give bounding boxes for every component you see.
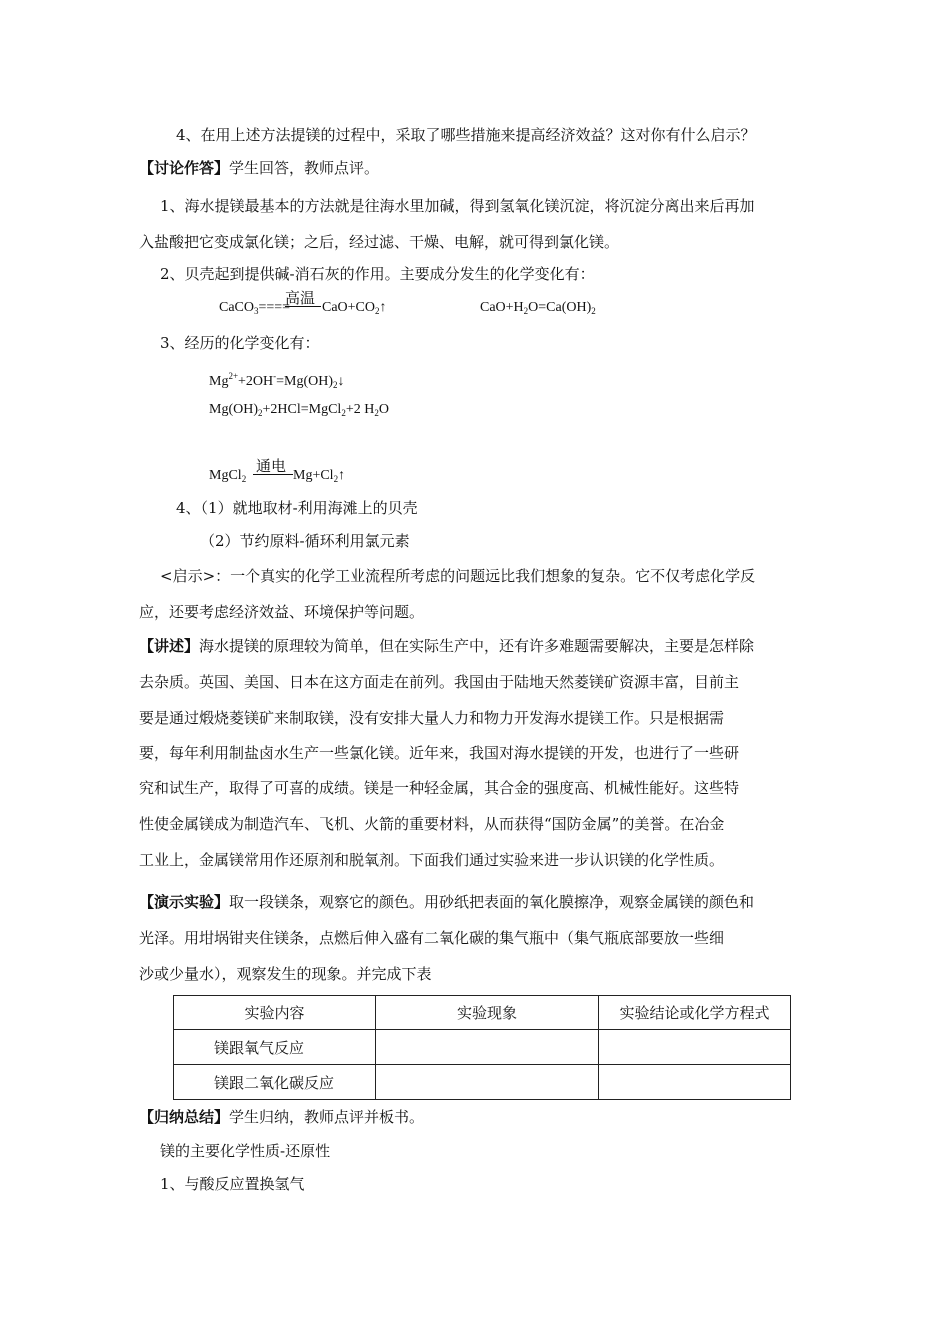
table-cell xyxy=(599,1065,791,1100)
up-arrow-icon: ↑ xyxy=(379,300,387,315)
lecture-line-3: 要是通过煅烧菱镁矿来制取镁，没有安排大量人力和物力开发海水提镁工作。只是根据需 xyxy=(139,709,725,727)
down-arrow-icon: ↓ xyxy=(337,374,345,389)
discussion-heading xyxy=(139,158,379,178)
table-header-row xyxy=(174,996,791,1030)
demo-line-2: 光泽。用坩埚钳夹住镁条，点燃后伸入盛有二氧化碳的集气瓶中（集气瓶底部要放一些细 xyxy=(139,929,725,947)
lecture-tag: 【讲述】 xyxy=(139,637,200,655)
up-arrow-icon: ↑ xyxy=(338,468,346,483)
table-cell: 镁跟氧气反应 xyxy=(174,1030,376,1065)
lecture-line-4: 要，每年利用制盐卤水生产一些氯化镁。近年来，我国对海水提镁的开发，也进行了一些研 xyxy=(139,744,740,762)
table-row xyxy=(174,1030,791,1065)
answer-2: 2、贝壳起到提供碱-消石灰的作用。主要成分发生的化学变化有： xyxy=(160,265,595,283)
equals-rule xyxy=(285,306,321,307)
summary-tag: 【归纳总结】 xyxy=(139,1108,230,1126)
question-4: 4、在用上述方法提镁的过程中，采取了哪些措施来提高经济效益？这对你有什么启示？ xyxy=(176,126,756,144)
insight-line-1: <启示>：一个真实的化学工业流程所考虑的问题远比我们想象的复杂。它不仅考虑化学反 xyxy=(160,567,756,585)
discussion-tag: 【讨论作答】 xyxy=(139,159,230,177)
lecture-line-7: 工业上，金属镁常用作还原剂和脱氧剂。下面我们通过实验来进一步认识镁的化学性质。 xyxy=(139,851,725,869)
lecture-line-1: 【讲述】海水提镁的原理较为简单，但在实际生产中，还有许多难题需要解决，主要是怎样除 xyxy=(139,637,755,655)
table-cell: 镁跟二氧化碳反应 xyxy=(174,1065,376,1100)
insight-line-2: 应，还要考虑经济效益、环境保护等问题。 xyxy=(139,603,425,621)
condition-high-temperature: 高温 xyxy=(285,289,316,307)
equals-rule xyxy=(253,474,293,475)
discussion-text: 学生回答，教师点评。 xyxy=(229,159,380,177)
equation-slaking: $CaO+H_2O=Ca(OH)_2$ xyxy=(480,300,596,316)
lecture-line-6: 性使金属镁成为制造汽车、飞机、火箭的重要材料，从而获得“国防金属”的美誉。在冶金 xyxy=(139,815,725,833)
table-cell xyxy=(599,1030,791,1065)
demo-line-1: 【演示实验】取一段镁条，观察它的颜色。用砂纸把表面的氧化膜擦净，观察金属镁的颜色和 xyxy=(139,893,755,911)
demo-line-3: 沙或少量水），观察发生的现象。并完成下表 xyxy=(139,965,432,983)
equation-acid: $Mg(OH)_2+2HCl=MgCl_2+2$ $H_2O$ xyxy=(209,402,389,418)
property-1: 1、与酸反应置换氢气 xyxy=(160,1175,305,1193)
equation-calcination-right: $CaO+CO_2↑$ xyxy=(322,300,387,316)
summary-heading: 【归纳总结】学生归纳，教师点评并板书。 xyxy=(139,1108,425,1126)
table-header: 实验内容 xyxy=(174,996,376,1030)
answer-4-item-2: （2）节约原料-循环利用氯元素 xyxy=(200,532,410,550)
answer-1-line-1: 1、海水提镁最基本的方法就是往海水里加碱，得到氢氧化镁沉淀，将沉淀分离出来后再加 xyxy=(160,197,755,215)
answer-3: 3、经历的化学变化有： xyxy=(160,334,320,352)
equation-calcination-left: CaCO$_3$==== xyxy=(219,300,291,316)
experiment-table xyxy=(173,995,791,1100)
table-row xyxy=(174,1065,791,1100)
equation-electrolysis-right: $Mg+Cl_2↑$ xyxy=(293,468,346,484)
answer-4-item-1: 4、（1）就地取材-利用海滩上的贝壳 xyxy=(176,499,418,517)
table-cell xyxy=(376,1030,599,1065)
main-property: 镁的主要化学性质-还原性 xyxy=(160,1142,331,1160)
table-header: 实验结论或化学方程式 xyxy=(599,996,791,1030)
equation-precipitation: $Mg^{2+}+2OH^-=Mg(OH)_2↓$ xyxy=(209,371,345,390)
demo-tag: 【演示实验】 xyxy=(139,893,230,911)
table-header: 实验现象 xyxy=(376,996,599,1030)
answer-1-line-2: 入盐酸把它变成氯化镁；之后，经过滤、干燥、电解，就可得到氯化镁。 xyxy=(139,233,620,251)
lecture-line-5: 究和试生产，取得了可喜的成绩。镁是一种轻金属，其合金的强度高、机械性能好。这些特 xyxy=(139,779,740,797)
condition-electricity: 通电 xyxy=(256,457,287,475)
table-cell xyxy=(376,1065,599,1100)
lecture-line-2: 去杂质。英国、美国、日本在这方面走在前列。我国由于陆地天然菱镁矿资源丰富，目前主 xyxy=(139,673,740,691)
equation-electrolysis-left: MgCl$_2$ xyxy=(209,468,247,484)
